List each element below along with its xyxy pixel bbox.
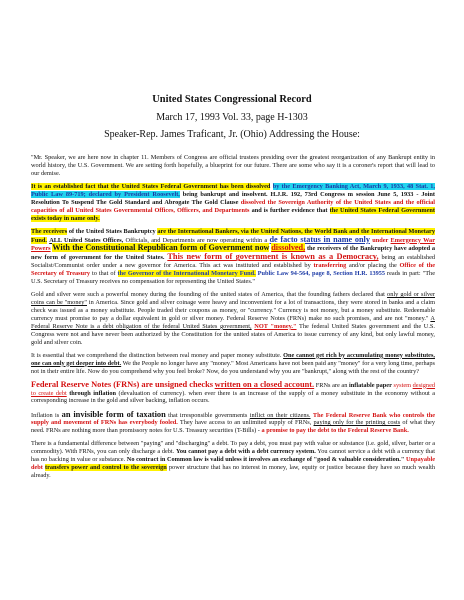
p3-socialist: being an established Socialist/Communist order under a new governor for America. This act was instituted and established by: [31, 254, 436, 270]
p6-inflatable: inflatable paper: [348, 381, 392, 389]
p5-broke: We the People no longer have any "money." Most Americans have not been paid any "money" for a very long time, perhaps not in their entire life. Now do you comprehend why you feel broke? Now, do you understand why you are "bankrupt," along with the rest of the country?: [31, 359, 435, 375]
p6-through-inflation: through inflation: [69, 389, 117, 397]
p6-system: system: [393, 381, 412, 389]
p8-common-law: No contract in Common law is valid unless it involves an exchange of "good & valuable consideration.": [126, 456, 405, 464]
p3-all-offices: ALL United States Offices,: [49, 236, 124, 244]
p7-inflict: inflict on their citizens.: [249, 411, 311, 419]
p3-de-facto: de facto status in name only: [269, 234, 370, 244]
paragraph-intro: "Mr. Speaker, we are here now in chapter 11. Members of Congress are official trustees presiding over the greatest reorganization of any Bankrupt entity in world history, the U.S. Government. We are setting forth hopefully, a blueprint for our future. There are some who say it is a coroner's report that will lead to our demise.: [31, 154, 435, 177]
p2-sovereign-authority: dissolved the Sovereign Authority of the United States and the official capacities of all United States Governmental Offices, Officers, and Departments: [31, 198, 436, 214]
paragraph-inflation: [31, 411, 435, 436]
p8-cannot-pay: You cannot pay a debt with a debt currency system.: [176, 448, 316, 456]
p7-invisible-tax: an invisible form of taxation: [61, 409, 166, 419]
p7-promissory: of what they need. FRNs are nothing more than promissory notes for U.S. Treasury securities (T-Bills) -: [31, 419, 435, 435]
p3-imf-governor: the Governor of the International Monetary Fund.: [117, 270, 256, 278]
p3-receivers: The receivers: [31, 227, 68, 235]
paragraph-gold-silver: [31, 291, 435, 346]
p5-essential: It is essential that we comprehend the distinction between real money and paper money substitute.: [31, 351, 282, 359]
p3-transferring: transferring: [313, 262, 347, 270]
p4-founding: Gold and silver were such a powerful money during the founding of the united states of America, that the founding fathers declared that: [31, 291, 385, 299]
p7-promise-to-pay: a promise to pay the debt to the Federal Reserve Bank.: [261, 427, 409, 435]
p3-public-law: Public Law 94-564, page 8, Section H.R. 13955: [257, 270, 386, 278]
p3-war-powers: Emergency War Powers: [31, 236, 435, 253]
p3-operating: Officials, and Departments are now operating within a: [125, 236, 268, 244]
p3-international-bankers: are the International Bankers, via the United Nations, the World Bank and the International Monetary Fund.: [31, 227, 435, 244]
p4-frn-debt: A Federal Reserve Note is a debt obligation of the federal United States government,: [31, 314, 435, 330]
p8-unpayable: Unpayable debt: [31, 456, 436, 472]
p3-dissolved: dissolved,: [271, 243, 306, 253]
p3-new-form: the receivers of the Bankruptcy have adopted a new form of government for the United States.: [31, 245, 436, 262]
p2-bankrupt: being bankrupt and insolvent.: [182, 190, 268, 198]
p2-hjr-192: H.J.R. 192, 73rd Congress m session June 5, 1933 - Joint Resolution To Suspend The Gold Standard and Abrogate The Gold Clause: [31, 190, 435, 206]
p3-bankruptcy: of the United States Bankruptcy: [68, 227, 156, 235]
p7-printing-costs: paying only for the printing costs: [313, 419, 401, 427]
paragraph-paying-discharging: [31, 440, 435, 480]
p7-fed-fooled: The Federal Reserve Bank who controls the supply and movement of FRNs has everybody fooled.: [31, 411, 436, 427]
record-date-line: March 17, 1993 Vol. 33, page H-1303: [156, 112, 308, 123]
p2-banking-act: by the Emergency Banking Act, March 9, 1933, 48 Stat. 1, Public Law 89-719; declared by President Roosevelt,: [31, 182, 436, 198]
p2-fact: It is an established fact that the United States Federal Government has been dissolved: [31, 182, 271, 190]
p7-governments: that irresponsible governments: [168, 411, 248, 419]
p2-name-only: the United States Federal Government exists today in name only.: [31, 206, 436, 222]
p4-only-gold: only gold or silver coins can be "money": [31, 291, 435, 307]
p6-unsigned-checks: Federal Reserve Notes (FRNs) are unsigned checks: [31, 379, 214, 389]
speaker-line: Speaker-Rep. James Traficant, Jr. (Ohio) Addressing the House:: [104, 129, 360, 140]
paragraph-distinction: [31, 352, 435, 376]
p7-inflation-is: Inflation is: [31, 411, 60, 419]
p8-cannot-service: You cannot service a debt with a currency that has no backing in value or substance.: [31, 448, 436, 464]
p6-create-debt: designed to create debt: [31, 381, 436, 397]
p6-frns-are: FRNs are an: [315, 381, 348, 389]
p3-treasury-office: Office of the Secretary of Treasury: [31, 262, 436, 278]
p6-closed-account: written on a closed account.: [214, 379, 315, 389]
p3-democracy: This new form of government is known as a Democracy,: [167, 252, 379, 262]
p7-unlimited: They have access to an unlimited supply of FRNs,: [179, 419, 312, 427]
paragraph-receivers: [31, 228, 435, 286]
p3-under: under: [372, 236, 389, 244]
paragraph-unsigned-checks: [31, 381, 435, 406]
p3-placing: and/or placing the: [349, 262, 397, 270]
p6-devaluation: (devaluation of currency). when ever there is an increase of the supply of a money substitute in the economy without a corresponding increase in the gold and silver backing, inflation occurs.: [31, 389, 436, 405]
p4-not-money: NOT "money.": [254, 322, 297, 330]
speech-body: [31, 154, 435, 485]
p3-reads: reads in part: "The U.S. Secretary of Treasury receives no compensation for representing the United States.": [31, 270, 436, 286]
p5-cannot-get-rich: One cannot get rich by accumulating money substitutes, one can only get deeper into debt.: [31, 351, 435, 367]
paragraph-dissolution: [31, 183, 435, 223]
p8-difference: There is a fundamental difference between "paying" and "discharging" a debt. To pay a debt, you must pay with value or substance (i.e. gold, silver, barter or a commodity). With FRNs, you can only discharge a debt.: [31, 440, 435, 456]
p4-constitution: The federal United States government and the U.S. Congress were not and have never been authorized by the Constitution for the united states of America to issue currency of any kind, but only lawful money, gold and silver coin.: [31, 322, 435, 346]
p3-constitutional-republic: With the Constitutional Republican form of Government now: [52, 243, 270, 253]
p2-evidence: and is further evidence that: [251, 206, 328, 214]
document-title: United States Congressional Record: [152, 94, 312, 105]
p8-transfers-power: transfers power and control to the sovereign: [45, 464, 167, 472]
p3-that-of: to that of: [92, 270, 116, 278]
p4-currency: in America. Since gold and silver coinage were heavy and inconvenient for a lot of transactions, they were stored in banks and a claim check was issued as a money substitute. People traded their coupons as money, or "currency." Currency is not money, but a money substitute. Redeemable currency must promise to pay a dollar equivalent in gold or silver money. Federal Reserve Notes (FRNs) make no such promises, and are not "money.": [31, 299, 436, 322]
p8-power-structure: power structure that has no interest in money, law, equity or justice because they have so much wealth already.: [31, 464, 435, 480]
